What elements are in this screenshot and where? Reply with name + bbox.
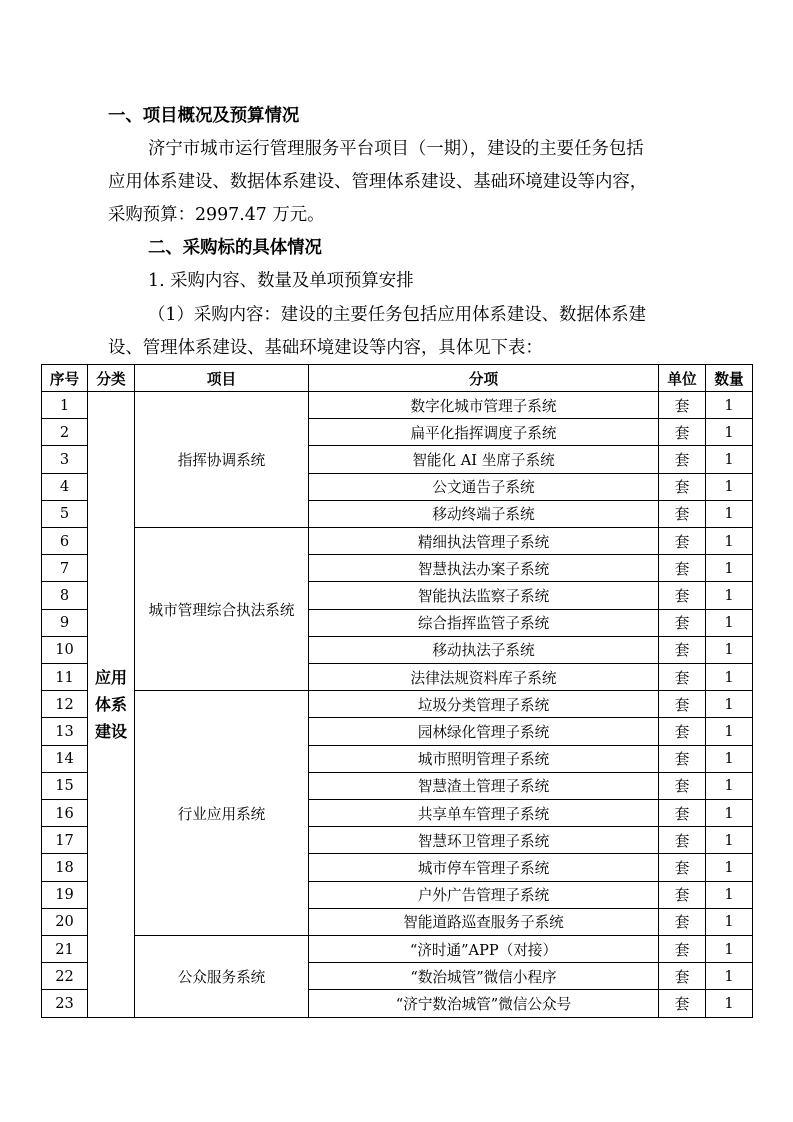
paragraph-line: 应用体系建设、数据体系建设、管理体系建设、基础环境建设等内容， <box>108 172 648 192</box>
row-seq: 20 <box>42 908 88 935</box>
row-seq: 4 <box>42 473 88 500</box>
row-unit: 套 <box>659 827 706 854</box>
row-seq: 18 <box>42 854 88 881</box>
row-subitem: 精细执法管理子系统 <box>309 528 659 555</box>
section1-heading: 一、项目概况及预算情况 <box>108 106 300 126</box>
row-seq: 14 <box>42 745 88 772</box>
row-unit: 套 <box>659 718 706 745</box>
row-seq: 11 <box>42 664 88 691</box>
row-unit: 套 <box>659 664 706 691</box>
header-subitem: 分项 <box>309 365 659 392</box>
row-subitem: 扁平化指挥调度子系统 <box>309 419 659 446</box>
row-seq: 5 <box>42 500 88 527</box>
row-qty: 1 <box>706 636 753 663</box>
row-subitem: 城市照明管理子系统 <box>309 745 659 772</box>
row-qty: 1 <box>706 500 753 527</box>
category-label-line: 建设 <box>94 722 127 741</box>
row-seq: 23 <box>42 990 88 1018</box>
row-subitem: 共享单车管理子系统 <box>309 800 659 827</box>
row-seq: 13 <box>42 718 88 745</box>
row-unit: 套 <box>659 609 706 636</box>
row-seq: 22 <box>42 963 88 990</box>
row-unit: 套 <box>659 772 706 799</box>
paragraph-line: 设、管理体系建设、基础环境建设等内容，具体见下表： <box>108 338 543 358</box>
row-subitem: 园林绿化管理子系统 <box>309 718 659 745</box>
row-subitem: 法律法规资料库子系统 <box>309 664 659 691</box>
item-1-text: 1. 采购内容、数量及单项预算安排 <box>148 271 414 291</box>
table-body <box>42 392 753 1018</box>
table-row <box>42 528 753 555</box>
row-qty: 1 <box>706 555 753 582</box>
row-subitem: 智慧执法办案子系统 <box>309 555 659 582</box>
row-qty: 1 <box>706 772 753 799</box>
row-qty: 1 <box>706 419 753 446</box>
row-subitem: 垃圾分类管理子系统 <box>309 691 659 718</box>
row-qty: 1 <box>706 800 753 827</box>
row-qty: 1 <box>706 473 753 500</box>
table-row <box>42 691 753 718</box>
header-qty: 数量 <box>706 365 753 392</box>
row-seq: 12 <box>42 691 88 718</box>
row-seq: 7 <box>42 555 88 582</box>
row-unit: 套 <box>659 582 706 609</box>
row-subitem: 智能执法监察子系统 <box>309 582 659 609</box>
row-unit: 套 <box>659 691 706 718</box>
table-row <box>42 936 753 963</box>
row-subitem: 移动执法子系统 <box>309 636 659 663</box>
row-subitem: 户外广告管理子系统 <box>309 881 659 908</box>
header-seq: 序号 <box>42 365 88 392</box>
header-category: 分类 <box>88 365 135 392</box>
row-seq: 19 <box>42 881 88 908</box>
row-seq: 6 <box>42 528 88 555</box>
row-subitem: 综合指挥监管子系统 <box>309 609 659 636</box>
row-unit: 套 <box>659 854 706 881</box>
row-subitem: 智慧环卫管理子系统 <box>309 827 659 854</box>
row-seq: 10 <box>42 636 88 663</box>
table-row <box>42 392 753 419</box>
row-unit: 套 <box>659 636 706 663</box>
row-unit: 套 <box>659 745 706 772</box>
row-qty: 1 <box>706 990 753 1018</box>
header-unit: 单位 <box>659 365 706 392</box>
row-subitem: 智慧渣土管理子系统 <box>309 772 659 799</box>
row-qty: 1 <box>706 881 753 908</box>
table-header-row <box>42 365 753 392</box>
row-seq: 21 <box>42 936 88 963</box>
row-unit: 套 <box>659 528 706 555</box>
row-unit: 套 <box>659 500 706 527</box>
category-label-line: 应用 <box>94 668 127 687</box>
procurement-table <box>41 364 753 1018</box>
row-seq: 3 <box>42 446 88 473</box>
project-cell: 公众服务系统 <box>135 936 309 1018</box>
paragraph-line: 济宁市城市运行管理服务平台项目（一期），建设的主要任务包括 <box>148 139 644 159</box>
row-seq: 16 <box>42 800 88 827</box>
row-unit: 套 <box>659 446 706 473</box>
row-subitem: “济时通”APP（对接） <box>309 936 659 963</box>
row-qty: 1 <box>706 582 753 609</box>
paragraph-line: 采购预算：2997.47 万元。 <box>108 205 325 225</box>
row-subitem: “济宁数治城管”微信公众号 <box>309 990 659 1018</box>
project-cell: 行业应用系统 <box>135 691 309 936</box>
row-qty: 1 <box>706 963 753 990</box>
row-unit: 套 <box>659 881 706 908</box>
project-cell: 城市管理综合执法系统 <box>135 528 309 691</box>
row-unit: 套 <box>659 990 706 1018</box>
project-cell: 指挥协调系统 <box>135 392 309 528</box>
row-qty: 1 <box>706 854 753 881</box>
row-qty: 1 <box>706 664 753 691</box>
row-seq: 2 <box>42 419 88 446</box>
header-project: 项目 <box>135 365 309 392</box>
row-qty: 1 <box>706 936 753 963</box>
row-qty: 1 <box>706 528 753 555</box>
row-unit: 套 <box>659 963 706 990</box>
row-qty: 1 <box>706 745 753 772</box>
row-unit: 套 <box>659 419 706 446</box>
row-seq: 1 <box>42 392 88 419</box>
row-qty: 1 <box>706 392 753 419</box>
row-subitem: 城市停车管理子系统 <box>309 854 659 881</box>
row-qty: 1 <box>706 609 753 636</box>
row-unit: 套 <box>659 555 706 582</box>
row-seq: 8 <box>42 582 88 609</box>
row-subitem: 公文通告子系统 <box>309 473 659 500</box>
row-unit: 套 <box>659 800 706 827</box>
row-subitem: 移动终端子系统 <box>309 500 659 527</box>
row-subitem: 数字化城市管理子系统 <box>309 392 659 419</box>
row-subitem: 智能化 AI 坐席子系统 <box>309 446 659 473</box>
row-seq: 17 <box>42 827 88 854</box>
row-seq: 9 <box>42 609 88 636</box>
row-qty: 1 <box>706 718 753 745</box>
row-seq: 15 <box>42 772 88 799</box>
paragraph-line: （1）采购内容：建设的主要任务包括应用体系建设、数据体系建 <box>148 305 647 325</box>
row-unit: 套 <box>659 392 706 419</box>
row-subitem: 智能道路巡查服务子系统 <box>309 908 659 935</box>
category-label-line: 体系 <box>94 695 127 714</box>
section2-heading: 二、采购标的具体情况 <box>148 238 322 258</box>
row-qty: 1 <box>706 691 753 718</box>
row-unit: 套 <box>659 936 706 963</box>
row-unit: 套 <box>659 473 706 500</box>
row-qty: 1 <box>706 446 753 473</box>
category-cell <box>88 392 135 1018</box>
row-qty: 1 <box>706 908 753 935</box>
row-qty: 1 <box>706 827 753 854</box>
row-subitem: “数治城管”微信小程序 <box>309 963 659 990</box>
row-unit: 套 <box>659 908 706 935</box>
